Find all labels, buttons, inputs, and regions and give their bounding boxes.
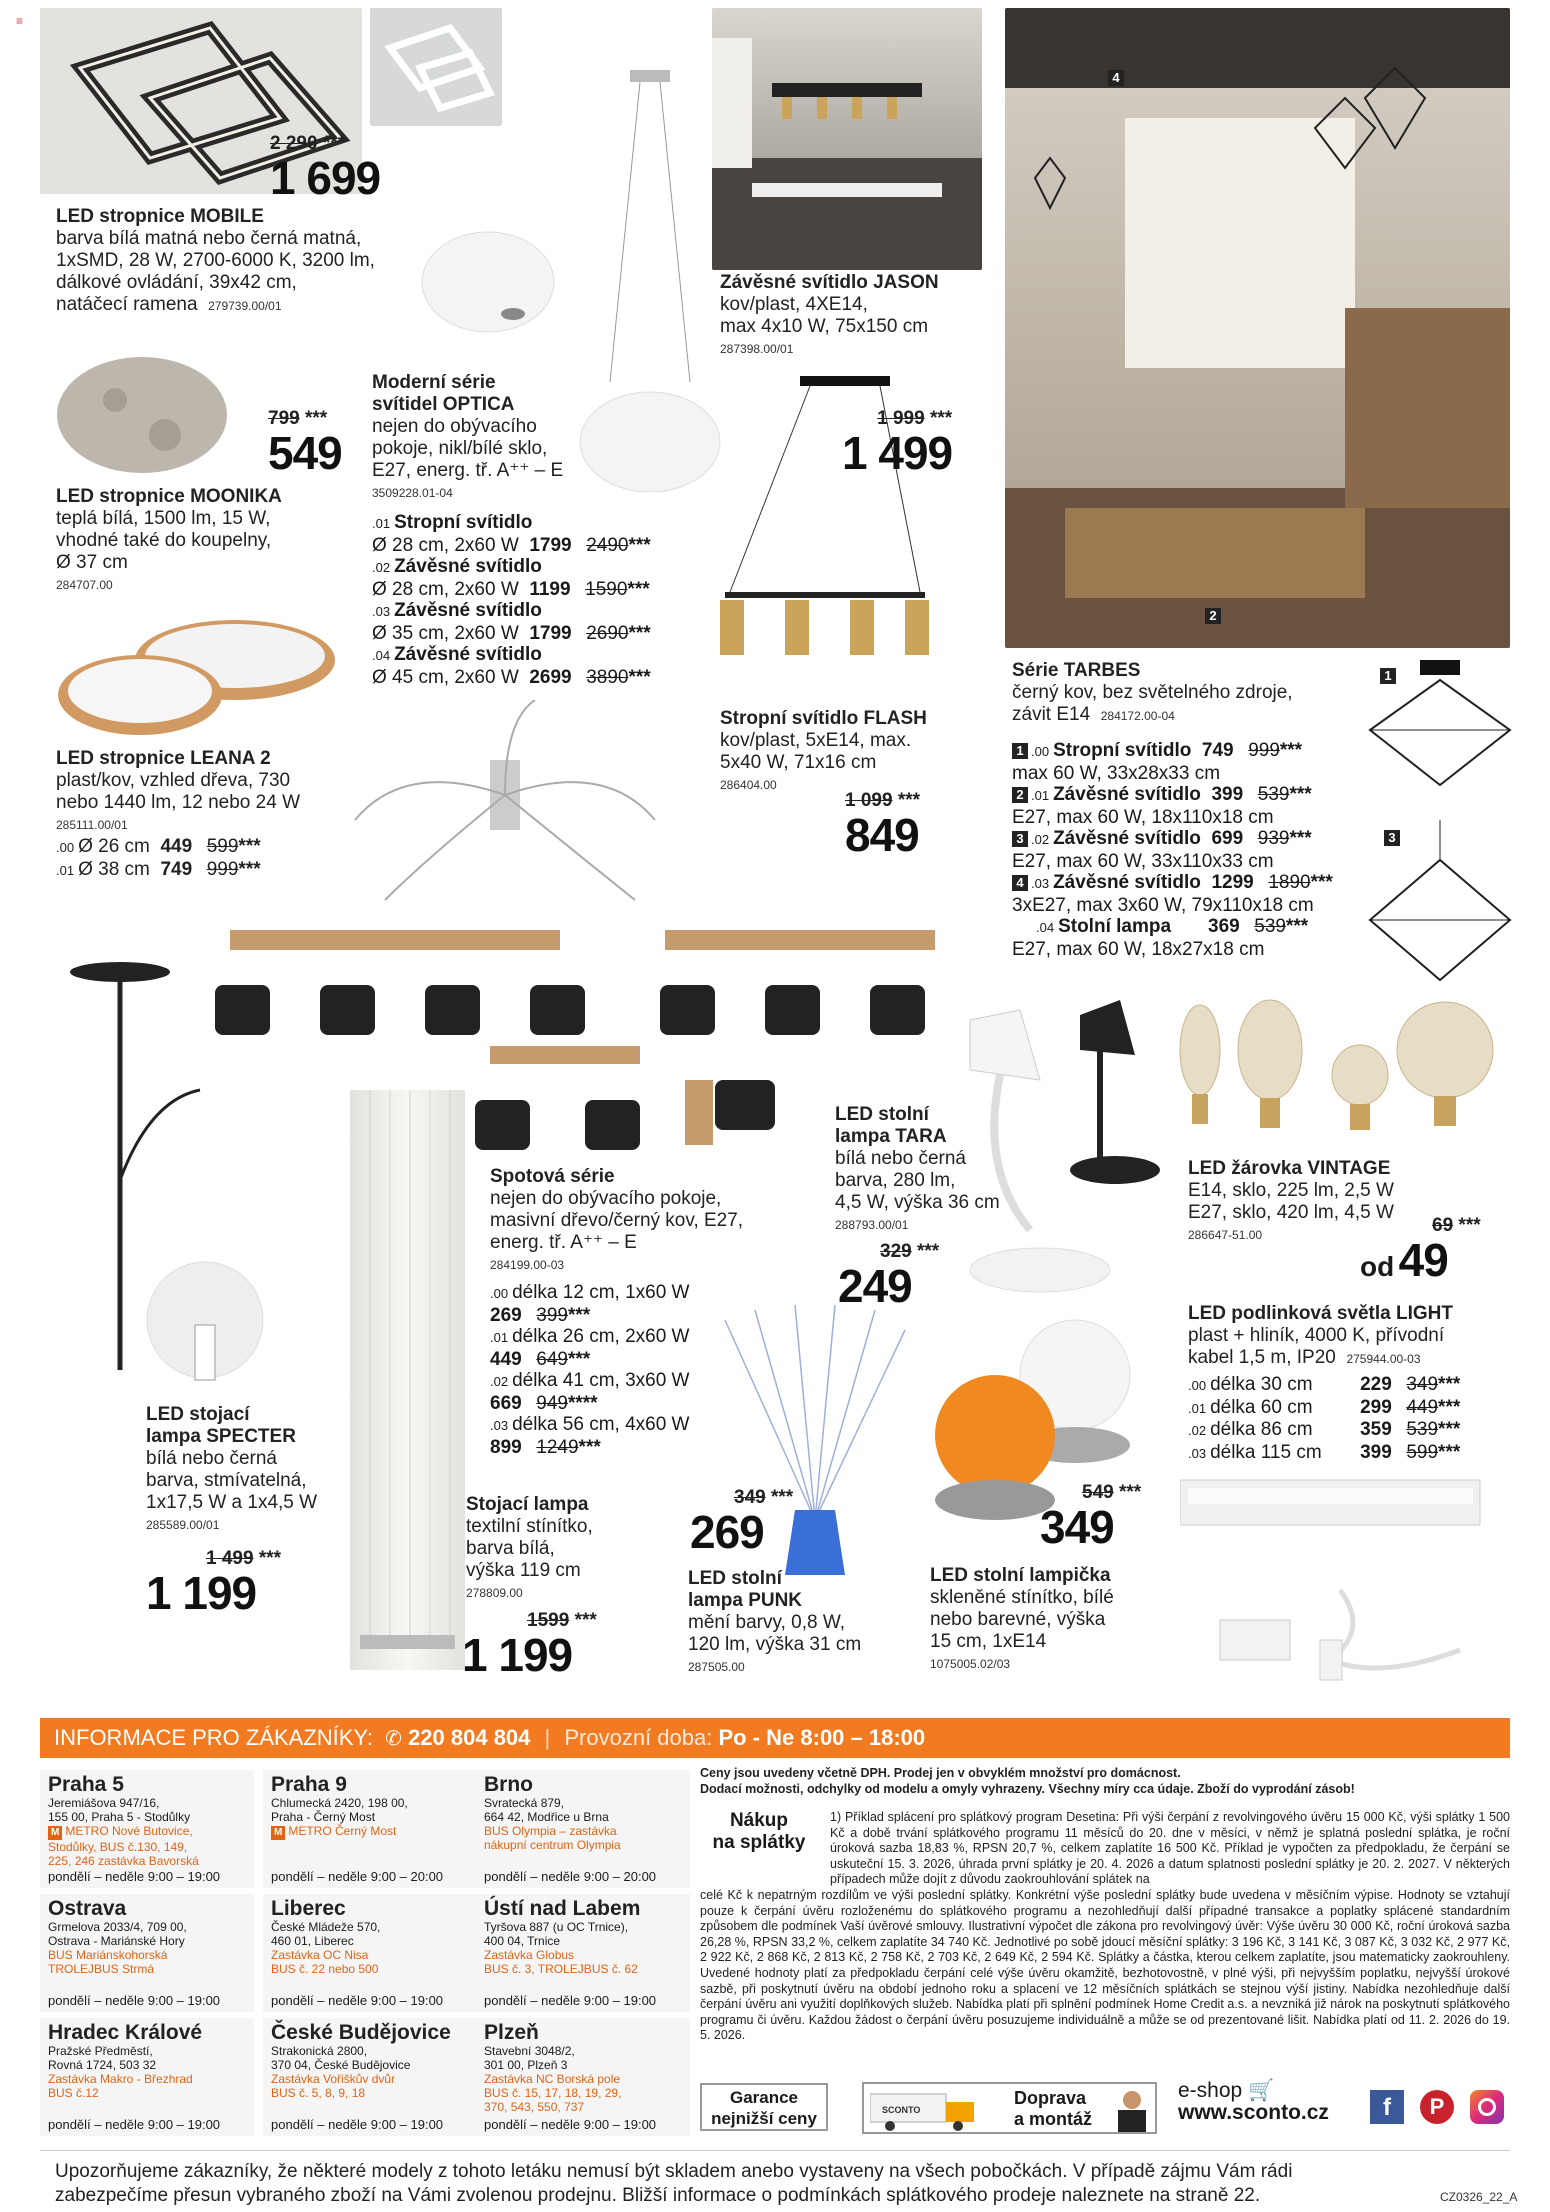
jason-price: 1 499 xyxy=(842,427,953,479)
tarbes-variant-3-spec: E27, max 60 W, 33x110x33 cm xyxy=(1012,850,1274,872)
footer-code: CZ0326_22_A xyxy=(1440,2190,1518,2204)
moonika-line-2: vhodné také do koupelny, xyxy=(56,530,272,551)
vintage-old-price: 69 *** xyxy=(1432,1215,1481,1236)
spot-small-image xyxy=(475,1040,795,1160)
store-transit-line: BUS Olympia – zastávka xyxy=(484,1824,617,1838)
store-card xyxy=(263,1770,477,1888)
tarbes-line-2: závit E14 xyxy=(1012,704,1091,725)
guarantee-line-1: Garance xyxy=(729,2088,799,2107)
store-city: České Budějovice xyxy=(271,2021,451,2044)
moonika-price-block xyxy=(268,408,342,479)
installment-title-1: Nákup xyxy=(729,1810,789,1831)
store-transit-line: BUS Mariánskohorská xyxy=(48,1948,168,1962)
store-card xyxy=(476,2018,690,2136)
store-address-line: Grmelova 2033/4, 709 00, xyxy=(48,1920,187,1934)
price-guarantee-badge xyxy=(700,2083,828,2131)
spot-line-2: masivní dřevo/černý kov, E27, xyxy=(490,1210,744,1231)
light-text xyxy=(1188,1303,1453,1370)
flash-line-1: kov/plast, 5xE14, max. xyxy=(720,730,912,751)
store-address-line: 301 00, Plzeň 3 xyxy=(484,2058,568,2072)
light-line-2: kabel 1,5 m, IP20 xyxy=(1188,1347,1336,1368)
phone-icon: ✆ xyxy=(385,1728,402,1750)
moonika-line-3: Ø 37 cm xyxy=(56,552,128,573)
tarbes-variant-2-spec: E27, max 60 W, 18x110x18 cm xyxy=(1012,806,1274,828)
tarbes-variant-4: 4 .03 Závěsné svítidlo 1299 1890*** xyxy=(1012,872,1333,895)
store-transit-line: nákupní centrum Olympia xyxy=(484,1838,621,1852)
lampicka-line-2: nebo barevné, výška xyxy=(930,1609,1106,1630)
specter-detail-image xyxy=(145,1255,265,1385)
eshop-block xyxy=(1178,2080,1329,2124)
store-address-line: Rovná 1724, 503 32 xyxy=(48,2058,157,2072)
store-city: Hradec Králové xyxy=(48,2021,203,2044)
specter-old-price: 1 499 *** xyxy=(206,1548,282,1569)
specter-price-block xyxy=(146,1548,282,1619)
lampicka-text xyxy=(930,1565,1114,1675)
optica-variant-1-spec: Ø 28 cm, 2x60 W 1799 2490*** xyxy=(372,534,651,556)
optica-variant-1: .01 Stropní svítidlo xyxy=(372,512,533,533)
store-city: Praha 9 xyxy=(271,1773,347,1796)
flash-line-2: 5x40 W, 71x16 cm xyxy=(720,752,877,773)
store-address-line: Strakonická 2800, xyxy=(271,2044,368,2058)
light-variant-2: .01 délka 60 cm 299 449*** xyxy=(1188,1396,1461,1418)
specter-title-2: lampa SPECTER xyxy=(146,1426,296,1447)
store-card xyxy=(40,2018,254,2136)
photo-badge-3: 3 xyxy=(1384,830,1400,846)
flash-text xyxy=(720,708,927,796)
tara-black-image xyxy=(1060,995,1180,1195)
cart-icon: 🛒 xyxy=(1248,2079,1275,2102)
moonika-title: LED stropnice MOONIKA xyxy=(56,486,282,507)
flash-price: 849 xyxy=(845,809,919,861)
lampicka-line-1: skleněné stínítko, bílé xyxy=(930,1587,1114,1608)
store-transit-line: M METRO Nové Butovice, xyxy=(48,1824,246,1840)
punk-line-1: mění barvy, 0,8 W, xyxy=(688,1612,845,1633)
flash-title: Stropní svítidlo FLASH xyxy=(720,708,927,729)
store-transit-line: Zastávka Globus xyxy=(484,1948,575,1962)
delivery-line-2: a montáž xyxy=(1014,2109,1093,2129)
truck-text: SCONTO xyxy=(882,2105,921,2115)
jason-line-1: kov/plast, 4XE14, xyxy=(720,294,868,315)
store-address-line: 155 00, Praha 5 - Stodůlky xyxy=(48,1810,191,1824)
store-transit-line: 225, 246 zastávka Bavorská xyxy=(48,1854,199,1868)
specter-line-2: barva, stmívatelná, xyxy=(146,1470,307,1491)
tara-text xyxy=(835,1104,1000,1236)
light-variants xyxy=(1188,1374,1488,1464)
specter-code: 285589.00/01 xyxy=(146,1518,220,1532)
vintage-stars: *** xyxy=(1458,1215,1481,1236)
footer-notice xyxy=(55,2160,1292,2208)
light-variant-1: .00 délka 30 cm 229 349*** xyxy=(1188,1374,1461,1395)
tarbes-variant-1-spec: max 60 W, 33x28x33 cm xyxy=(1012,762,1221,784)
jason-room-image xyxy=(712,8,982,270)
tara-line-1: bílá nebo černá xyxy=(835,1148,966,1169)
jason-price-block xyxy=(842,408,953,479)
store-card xyxy=(40,1770,254,1888)
specter-stars: *** xyxy=(258,1548,282,1569)
optica-pendant-image xyxy=(570,62,730,492)
leana-variant-2: .01 Ø 38 cm 749 999*** xyxy=(56,858,261,880)
store-transit-line: BUS č. 22 nebo 500 xyxy=(271,1962,379,1976)
optica-ceiling-image xyxy=(418,222,558,342)
lampicka-line-3: 15 cm, 1xE14 xyxy=(930,1631,1047,1652)
store-transit-line: Zastávka Vořiškův dvůr xyxy=(271,2072,396,2086)
tarbes-variant-1: 1 .00 Stropní svítidlo 749 999*** xyxy=(1012,740,1333,763)
legal-heading-2: Dodací možnosti, odchylky od modelu a omyly vyhrazeny. Všechny míry cca údaje. Zboží do vyprodání zásob! xyxy=(700,1781,1355,1796)
legal-heading-1: Ceny jsou uvedeny včetně DPH. Prodej jen v obvyklém množství pro domácnost. xyxy=(700,1766,1181,1780)
spot-line-1: nejen do obývacího pokoje, xyxy=(490,1188,722,1209)
store-transit-line: 370, 543, 550, 737 xyxy=(484,2100,585,2114)
mobile-old-price: 2 290 *** xyxy=(270,133,346,154)
footer-divider xyxy=(40,2150,1510,2151)
store-card xyxy=(263,1894,477,2012)
flash-old-price: 1 099 *** xyxy=(845,790,921,811)
lampicka-title: LED stolní lampička xyxy=(930,1565,1111,1586)
metro-logo-icon: M xyxy=(48,1826,62,1840)
tarbes-text xyxy=(1012,660,1293,727)
moonika-old-price: 799 *** xyxy=(268,408,328,429)
store-transit-line: BUS č. 15, 17, 18, 19, 29, xyxy=(484,2086,622,2100)
optica-code: 3509228.01-04 xyxy=(372,486,453,500)
store-transit-line: Zastávka NC Borská pole xyxy=(484,2072,621,2086)
store-hours: pondělí – neděle 9:00 – 19:00 xyxy=(48,1993,221,2008)
jason-title: Závěsné svítidlo JASON xyxy=(720,272,939,293)
tara-code: 288793.00/01 xyxy=(835,1218,909,1232)
moonika-stars: *** xyxy=(304,408,328,429)
flash-stars: *** xyxy=(897,790,921,811)
store-city: Praha 5 xyxy=(48,1773,124,1796)
punk-stars: *** xyxy=(770,1487,794,1508)
spot-variant-4-price: 899 1249*** xyxy=(490,1436,601,1458)
footer-line-1: Upozorňujeme zákazníky, že některé modely z tohoto letáku nemusí být skladem anebo vystaveny na všech pobočkách. V případě zájmu Vám rádi xyxy=(55,2161,1293,2182)
vintage-price-block xyxy=(1360,1215,1481,1286)
delivery-badge xyxy=(862,2082,1157,2134)
optica-variant-2: .02 Závěsné svítidlo xyxy=(372,556,542,577)
store-address-line: 460 01, Liberec xyxy=(271,1934,354,1948)
optica-line-1: nejen do obývacího xyxy=(372,416,537,437)
mobile-line-4: natáčecí ramena xyxy=(56,294,198,315)
tarbes-pendant-image xyxy=(1360,820,1520,985)
spot-variant-3-price: 669 949**** xyxy=(490,1392,598,1414)
tara-stars: *** xyxy=(916,1241,940,1262)
moonika-price: 549 xyxy=(268,427,342,479)
tarbes-ceiling-image xyxy=(1360,660,1520,790)
specter-text xyxy=(146,1404,317,1536)
branch-light-image xyxy=(345,700,665,910)
floor-lamp-stars: *** xyxy=(574,1610,597,1631)
floor-lamp-old-price: 1599 *** xyxy=(527,1610,597,1631)
spot-title: Spotová série xyxy=(490,1166,615,1187)
lampicka-stars: *** xyxy=(1118,1482,1142,1503)
worker-icon xyxy=(1112,2088,1152,2132)
store-address-line: Svratecká 879, xyxy=(484,1796,565,1810)
truck-icon xyxy=(870,2088,980,2132)
store-city: Plzeň xyxy=(484,2021,539,2044)
legal-text-1: 1) Příklad splácení pro splátkový program Desetina: Při výši čerpání z revolvingového úvěru 15 000 Kč, výši splátky 1 500 Kč a době trvání splátkového programu 11 měsíců do 20. dne v měsíci, v němž je splatná poslední splátka, je roční úroková sazba 18,83 %, RPSN 20,7 %, celkem zaplatíte 16 500 Kč. Příklad je vypočten za předpokladu, že čerpání se uskuteční 15. 3. 2026, úhrada první splátky je 20. 4. 2026 a datum splatnosti poslední splátky je 20. 2. 2027. V některých případech může dojít z důvodu zaokrouhlování splátek na xyxy=(830,1810,1510,1887)
info-hours: Po - Ne 8:00 – 18:00 xyxy=(718,1725,926,1750)
photo-badge-2: 2 xyxy=(1205,608,1221,624)
store-hours: pondělí – neděle 9:00 – 19:00 xyxy=(271,1993,444,2008)
optica-line-3: E27, energ. tř. A⁺⁺ – E xyxy=(372,460,564,481)
delivery-text xyxy=(1014,2088,1092,2130)
leana-code: 285111.00/01 xyxy=(56,818,128,832)
store-city: Ústí nad Labem xyxy=(484,1897,641,1920)
installment-title-2: na splátky xyxy=(712,1832,806,1853)
mobile-text xyxy=(56,206,375,317)
tara-line-3: 4,5 W, výška 36 cm xyxy=(835,1192,1000,1213)
store-city: Brno xyxy=(484,1773,533,1796)
floor-lamp-line-2: barva bílá, xyxy=(466,1538,555,1559)
store-transit-line: Zastávka OC Nisa xyxy=(271,1948,369,1962)
light-variant-3: .02 délka 86 cm 359 539*** xyxy=(1188,1419,1461,1440)
delivery-line-1: Doprava xyxy=(1014,2088,1087,2108)
vintage-line-2: E27, sklo, 420 lm, 4,5 W xyxy=(1188,1202,1394,1223)
spot-variants xyxy=(490,1282,690,1458)
customer-info-bar: INFORMACE PRO ZÁKAZNÍKY: ✆ 220 804 804 | Provozní doba: Po - Ne 8:00 – 18:00 xyxy=(40,1718,1510,1758)
punk-old-price: 349 *** xyxy=(734,1487,794,1508)
flash-price-block xyxy=(845,790,921,861)
optica-title-2: svítidel OPTICA xyxy=(372,394,515,415)
metro-logo-icon: M xyxy=(271,1826,285,1840)
lampicka-old-price: 549 *** xyxy=(1082,1482,1142,1503)
floor-lamp-title: Stojací lampa xyxy=(466,1494,589,1515)
optica-title-1: Moderní série xyxy=(372,372,496,393)
installment-title xyxy=(700,1810,818,1854)
vintage-title: LED žárovka VINTAGE xyxy=(1188,1158,1391,1179)
vintage-price: 49 xyxy=(1398,1234,1448,1286)
store-hours: pondělí – neděle 9:00 – 19:00 xyxy=(271,2117,444,2132)
store-transit-line: M METRO Černý Most xyxy=(271,1824,469,1840)
store-hours: pondělí – neděle 9:00 – 19:00 xyxy=(48,1869,221,1884)
specter-line-3: 1x17,5 W a 1x4,5 W xyxy=(146,1492,318,1513)
store-city: Liberec xyxy=(271,1897,346,1920)
store-address-line: Jeremiášova 947/16, xyxy=(48,1796,160,1810)
jason-text xyxy=(720,272,939,360)
leana-title: LED stropnice LEANA 2 xyxy=(56,748,271,769)
mobile-stars: *** xyxy=(322,133,346,154)
top-mark: ≡ xyxy=(16,14,24,28)
leana-variant-1: .00 Ø 26 cm 449 599*** xyxy=(56,836,261,857)
leana-text xyxy=(56,748,300,881)
mobile-code: 279739.00/01 xyxy=(208,299,282,313)
floor-lamp-line-3: výška 119 cm xyxy=(466,1560,581,1581)
spot-variant-1: .00 délka 12 cm, 1x60 W xyxy=(490,1282,690,1303)
vintage-code: 286647-51.00 xyxy=(1188,1228,1263,1242)
jason-code: 287398.00/01 xyxy=(720,342,794,356)
leana-line-1: plast/kov, vzhled dřeva, 730 xyxy=(56,770,291,791)
store-transit-line: TROLEJBUS Strmá xyxy=(48,1962,155,1976)
pinterest-icon[interactable]: P xyxy=(1420,2090,1454,2124)
floor-lamp-text xyxy=(466,1494,593,1604)
punk-title-2: lampa PUNK xyxy=(688,1590,803,1611)
store-transit-line: Stodůlky, BUS č.130, 149, xyxy=(48,1840,188,1854)
guarantee-line-2: nejnižší ceny xyxy=(711,2109,817,2128)
photo-badge-4: 4 xyxy=(1108,70,1124,86)
tarbes-variant-4-spec: 3xE27, max 3x60 W, 79x110x18 cm xyxy=(1012,894,1314,916)
lampicka-code: 1075005.02/03 xyxy=(930,1657,1011,1671)
light-line-1: plast + hliník, 4000 K, přívodní xyxy=(1188,1325,1445,1346)
specter-title-1: LED stojací xyxy=(146,1404,250,1425)
tarbes-variants xyxy=(1012,740,1333,960)
store-transit-line: BUS č.12 xyxy=(48,2086,99,2100)
store-transit-line: BUS č. 3, TROLEJBUS č. 62 xyxy=(484,1962,638,1976)
vintage-bulbs-image xyxy=(1170,990,1510,1140)
tarbes-variant-2: 2 .01 Závěsné svítidlo 399 539*** xyxy=(1012,784,1333,807)
lampicka-price: 349 xyxy=(1040,1501,1114,1553)
info-phone[interactable]: 220 804 804 xyxy=(408,1725,531,1750)
eshop-label: e-shop xyxy=(1178,2079,1243,2102)
store-transit-line: Zastávka Makro - Březhrad xyxy=(48,2072,193,2086)
spot-variant-2-price: 449 649*** xyxy=(490,1348,591,1370)
store-card xyxy=(40,1894,254,2012)
eshop-url[interactable]: www.sconto.cz xyxy=(1178,2101,1329,2124)
photo-badge-1: 1 xyxy=(1380,668,1396,684)
tara-old-price: 329 *** xyxy=(880,1241,940,1262)
punk-code: 287505.00 xyxy=(688,1660,745,1674)
tarbes-room-image xyxy=(1005,8,1510,648)
store-card xyxy=(476,1770,690,1888)
tara-price-block xyxy=(838,1241,940,1312)
store-address-line: Pražské Předměstí, xyxy=(48,2044,153,2058)
store-address-line: 664 42, Modřice u Brna xyxy=(484,1810,609,1824)
store-card xyxy=(476,1894,690,2012)
spot-variant-4: .03 délka 56 cm, 4x60 W xyxy=(490,1414,690,1435)
store-address-line: Praha - Černý Most xyxy=(271,1810,376,1824)
moonika-line-1: teplá bílá, 1500 lm, 15 W, xyxy=(56,508,271,529)
spot-text xyxy=(490,1166,743,1276)
light-code: 275944.00-03 xyxy=(1346,1352,1421,1366)
store-address-line: Ostrava - Mariánské Hory xyxy=(48,1934,185,1948)
tara-title-1: LED stolní xyxy=(835,1104,929,1125)
store-address-line: České Mládeže 570, xyxy=(271,1920,381,1934)
store-hours: pondělí – neděle 9:00 – 20:00 xyxy=(271,1869,444,1884)
optica-variant-3: .03 Závěsné svítidlo xyxy=(372,600,542,621)
spot-variant-3: .02 délka 41 cm, 3x60 W xyxy=(490,1370,690,1391)
specter-line-1: bílá nebo černá xyxy=(146,1448,277,1469)
tara-price: 249 xyxy=(838,1260,912,1312)
store-address-line: Stavební 3048/2, xyxy=(484,2044,575,2058)
mobile-line-3: dálkové ovládání, 39x42 cm, xyxy=(56,272,297,293)
store-hours: pondělí – neděle 9:00 – 19:00 xyxy=(48,2117,221,2132)
punk-text xyxy=(688,1568,861,1678)
moonika-text xyxy=(56,486,282,596)
jason-old-price: 1 999 *** xyxy=(877,408,953,429)
optica-variant-4-spec: Ø 45 cm, 2x60 W 2699 3890*** xyxy=(372,666,651,688)
tarbes-variant-5: .04 Stolní lampa 369 539*** xyxy=(1036,916,1309,937)
optica-variant-3-spec: Ø 35 cm, 2x60 W 1799 2690*** xyxy=(372,622,651,644)
leana-line-2: nebo 1440 lm, 12 nebo 24 W xyxy=(56,792,301,813)
mobile-title: LED stropnice MOBILE xyxy=(56,206,264,227)
optica-variant-4: .04 Závěsné svítidlo xyxy=(372,644,542,665)
spot-bars-image xyxy=(200,925,935,1045)
tarbes-variant-5-spec: E27, max 60 W, 18x27x18 cm xyxy=(1012,938,1265,960)
vintage-od: od xyxy=(1360,1251,1395,1282)
lampicka-price-block xyxy=(1040,1482,1142,1553)
flash-code: 286404.00 xyxy=(720,778,777,792)
vintage-line-1: E14, sklo, 225 lm, 2,5 W xyxy=(1188,1180,1394,1201)
info-label: INFORMACE PRO ZÁKAZNÍKY: xyxy=(54,1725,374,1750)
punk-price: 269 xyxy=(690,1506,764,1558)
store-city: Ostrava xyxy=(48,1897,127,1920)
jason-stars: *** xyxy=(929,408,953,429)
punk-title-1: LED stolní xyxy=(688,1568,782,1589)
footer-line-2: zabezpečíme přesun vybraného zboží na Vámi zvolenou prodejnu. Bližší informace o podmínkách splátkového prodeje naleznete na straně 22. xyxy=(55,2185,1261,2206)
punk-price-block xyxy=(690,1487,794,1558)
leana-image xyxy=(55,610,340,740)
optica-text xyxy=(372,372,563,504)
tarbes-code: 284172.00-04 xyxy=(1100,709,1175,723)
store-transit-line: BUS č. 5, 8, 9, 18 xyxy=(271,2086,366,2100)
tarbes-title: Série TARBES xyxy=(1012,660,1141,681)
tara-title-2: lampa TARA xyxy=(835,1126,947,1147)
mobile-line-1: barva bílá matná nebo černá matná, xyxy=(56,228,362,249)
moonika-image xyxy=(55,355,230,475)
optica-variant-2-spec: Ø 28 cm, 2x60 W 1199 1590*** xyxy=(372,578,650,600)
floor-lamp-image xyxy=(350,1090,465,1670)
moonika-code: 284707.00 xyxy=(56,578,113,592)
floor-lamp-price-block xyxy=(462,1610,597,1681)
light-title: LED podlinková světla LIGHT xyxy=(1188,1303,1453,1324)
store-address-line: Tyršova 887 (u OC Trnice), xyxy=(484,1920,629,1934)
punk-line-2: 120 lm, výška 31 cm xyxy=(688,1634,862,1655)
optica-line-2: pokoje, nikl/bílé sklo, xyxy=(372,438,548,459)
light-strip-image xyxy=(1180,1470,1485,1695)
store-hours: pondělí – neděle 9:00 – 20:00 xyxy=(484,1869,657,1884)
floor-lamp-line-1: textilní stínítko, xyxy=(466,1516,593,1537)
optica-variants xyxy=(372,512,651,688)
mobile-line-2: 1xSMD, 28 W, 2700-6000 K, 3200 lm, xyxy=(56,250,375,271)
spot-variant-2: .01 délka 26 cm, 2x60 W xyxy=(490,1326,690,1347)
specter-price: 1 199 xyxy=(146,1567,257,1619)
store-address-line: 370 04, České Budějovice xyxy=(271,2058,411,2072)
legal-heading xyxy=(700,1766,1510,1797)
spot-variant-1-price: 269 399*** xyxy=(490,1304,591,1326)
instagram-icon[interactable] xyxy=(1470,2090,1504,2124)
tara-line-2: barva, 280 lm, xyxy=(835,1170,956,1191)
info-hours-label: Provozní doba: xyxy=(564,1725,713,1750)
floor-lamp-code: 278809.00 xyxy=(466,1586,523,1600)
store-address-line: Chlumecká 2420, 198 00, xyxy=(271,1796,408,1810)
store-address-line: 400 04, Trnice xyxy=(484,1934,561,1948)
store-card xyxy=(263,2018,477,2136)
jason-line-2: max 4x10 W, 75x150 cm xyxy=(720,316,929,337)
mobile-white-variant-image xyxy=(370,8,502,126)
store-hours: pondělí – neděle 9:00 – 19:00 xyxy=(484,2117,657,2132)
floor-lamp-price: 1 199 xyxy=(462,1629,573,1681)
store-hours: pondělí – neděle 9:00 – 19:00 xyxy=(484,1993,657,2008)
light-variant-4: .03 délka 115 cm 399 599*** xyxy=(1188,1441,1461,1463)
spot-line-3: energ. tř. A⁺⁺ – E xyxy=(490,1232,637,1253)
tarbes-variant-3: 3 .02 Závěsné svítidlo 699 939*** xyxy=(1012,828,1333,851)
tarbes-line-1: černý kov, bez světelného zdroje, xyxy=(1012,682,1293,703)
legal-text-2: celé Kč k nepatrným rozdílům ve výši poslední splátky. Konkrétní výše poslední splátky bude uvedena v měsíčním výpise. Hodnoty se vztahují pouze k čerpání úvěru rozloženému do splátkového programu a nezohledňují další případné transakce a poplatky splácené standardním způsobem dle podmínek Vaší úvěrové smlouvy. Ilustrativní výpočet dle zákona pro revolvingový úvěr: Výše úvěru 30 000 Kč, roční úroková sazba 26,28 %, RPSN 33,2 %, celkem zaplatíte 34 740 Kč. Jednotlivé po sobě jdoucí měsíční splátky: 3 196 Kč, 3 141 Kč, 3 087 Kč, 3 032 Kč, 2 977 Kč, 2 922 Kč, 2 868 Kč, 2 813 Kč, 2 758 Kč, 2 703 Kč, 2 649 Kč, 2 594 Kč. Splátky a částka, kterou celkem zaplatíte, jsou matematicky zaokrouhleny. Uvedené hodnoty platí za předpokladu čerpání celé výše úvěru okamžitě, bezhotovostně, v plné výši, při nejvyšším poplatku, nejvyšší úrokové sazbě, při poskytnutí úvěru na období jednoho roku a splacení ve 12 měsíčních splátkách se stejnou výší jistiny. Nabídka nezohledňuje další čerpání úvěru ani využití doplňkových služeb. Nabídka platí při splnění podmínek Home Credit a.s. a nevzniká již nárok na poskytnutí splátkového programu či úvěru. Každou žádost o čerpání úvěru posuzujeme individuálně a může se od prezentované lišit. Nabídka platí od 11. 2. 2026 do 19. 5. 2026. xyxy=(700,1888,1510,2043)
spot-code: 284199.00-03 xyxy=(490,1258,565,1272)
facebook-icon[interactable]: f xyxy=(1370,2090,1404,2124)
mobile-price: 1 699 xyxy=(270,152,381,204)
mobile-price-block xyxy=(270,133,381,204)
